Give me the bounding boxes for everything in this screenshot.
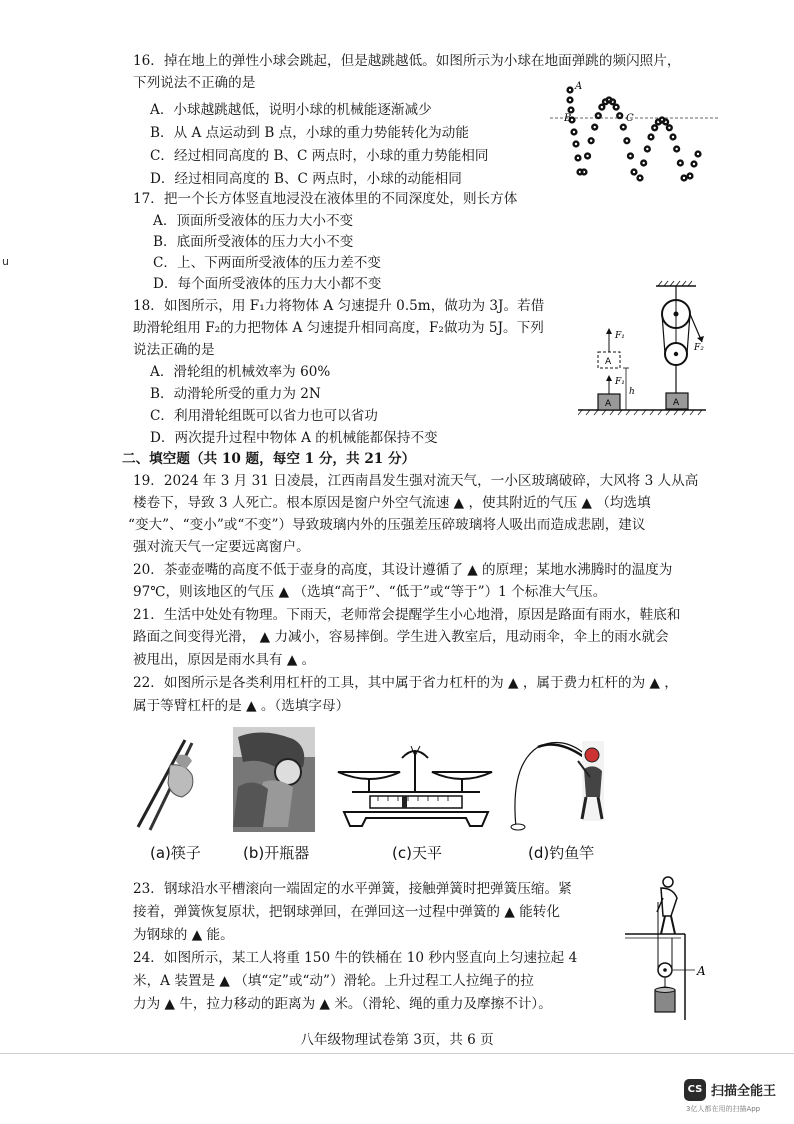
caption-chopsticks: (a)筷子 (150, 844, 201, 862)
ball-position-dot (574, 142, 579, 147)
label-f1-bottom: F₁ (615, 377, 625, 387)
fig-label-a: A (575, 81, 583, 92)
ball-position-dot (624, 138, 629, 143)
q16-option-b: B．从 A 点运动到 B 点，小球的重力势能转化为动能 (150, 125, 469, 141)
ball-position-dot (649, 135, 654, 140)
ball-position-dot (678, 161, 683, 166)
ball-position-dot (692, 162, 697, 167)
ball-position-dot (682, 176, 687, 181)
q17-option-b: B．底面所受液体的压力大小不变 (153, 234, 354, 250)
ball-position-dot (572, 130, 577, 135)
q24-line-2: 米，A 装置是 ▲ （填“定”或“动”）滑轮。上升过程工人拉绳子的拉 (133, 973, 534, 989)
ball-position-dot (667, 125, 672, 130)
section-heading-fill-in: 二、填空题（共 10 题，每空 1 分，共 21 分） (122, 451, 416, 467)
ball-position-dot (628, 154, 633, 159)
ball-position-dot (582, 170, 587, 175)
ball-position-dot (585, 154, 590, 159)
bottle-opener-photo (233, 727, 315, 832)
ball-position-dot (576, 156, 581, 161)
ball-position-dot (596, 113, 601, 118)
page-footer: 八年级物理试卷第 3页，共 6 页 (300, 1032, 494, 1048)
q19-line-1: 19．2024 年 3 月 31 日凌晨，江西南昌发生强对流天气，一小区玻璃破碎，大风将 3 人从高 (133, 473, 699, 489)
q16-stem-line-2: 下列说法不正确的是 (133, 75, 256, 91)
q18-option-a: A．滑轮组的机械效率为 60% (150, 364, 331, 380)
ball-position-dot (652, 125, 657, 130)
balance-scale-figure (332, 738, 497, 836)
q21-line-3: 被甩出，原因是雨水具有 ▲ 。 (133, 652, 316, 668)
label-a-pulley: A (673, 398, 680, 408)
q22-line-2: 属于等臂杠杆的是 ▲ 。（选填字母） (133, 698, 350, 714)
ball-position-dot (674, 147, 679, 152)
fishing-rod-figure (508, 735, 608, 835)
caption-bottle-opener: (b)开瓶器 (243, 844, 310, 862)
q18-option-b: B．动滑轮所受的重力为 2N (150, 386, 321, 402)
ball-position-dot (696, 152, 701, 157)
q21-line-1: 21．生活中处处有物理。下雨天，老师常会提醒学生小心地滑，原因是路面有雨水，鞋底和 (133, 607, 681, 623)
q21-line-2: 路面之间变得光滑， ▲ 力减小，容易摔倒。学生进入教室后，甩动雨伞，伞上的雨水就会 (133, 629, 669, 645)
label-pulley-a: A (697, 964, 706, 978)
ball-position-dot (599, 105, 604, 110)
pulley-lift-figure (578, 280, 708, 425)
caption-fishing-rod: (d)钓鱼竿 (528, 844, 595, 862)
q17-option-c: C．上、下两面所受液体的压力差不变 (153, 255, 381, 271)
q23-line-3: 为钢球的 ▲ 能。 (133, 927, 234, 943)
q22-line-1: 22．如图所示是各类利用杠杆的工具，其中属于省力杠杆的为 ▲ ，属于费力杠杆的为 ▲ ， (133, 675, 678, 691)
q20-line-2: 97℃，则该地区的气压 ▲ （选填“高于”、“低于”或“等于”）1 个标准大气压。 (133, 584, 607, 600)
q23-line-2: 接着，弹簧恢复原状，把钢球弹回，在弹回这一过程中弹簧的 ▲ 能转化 (133, 904, 560, 920)
q19-line-2: 楼卷下，导致 3 人死亡。根本原因是窗户外空气流速 ▲ ，使其附近的气压 ▲ （均选填 (133, 495, 651, 511)
label-f1-top: F₁ (615, 331, 625, 341)
ball-position-dot (568, 88, 573, 93)
ball-position-dot (641, 161, 646, 166)
caption-balance: (c)天平 (392, 844, 442, 862)
watermark-tagline: 3亿人都在用的扫描App (686, 1105, 761, 1113)
q18-stem-line-2: 助滑轮组用 F₂的力把物体 A 匀速提升相同高度，F₂做功为 5J。下列 (133, 320, 544, 336)
q20-line-1: 20．茶壶壶嘴的高度不低于壶身的高度，其设计遵循了 ▲ 的原理；某地水沸腾时的温度为 (133, 562, 673, 578)
q17-option-d: D．每个面所受液体的压力大小都不变 (153, 276, 382, 292)
ball-position-dot (610, 99, 615, 104)
q18-option-c: C．利用滑轮组既可以省力也可以省功 (150, 408, 378, 424)
chopsticks-photo (130, 735, 215, 835)
bouncing-ball-figure (548, 80, 723, 190)
worker-pulley-figure (625, 872, 725, 1022)
q16-stem-line-1: 16．掉在地上的弹性小球会跳起，但是越跳越低。如图所示为小球在地面弹跳的频闪照片， (133, 53, 681, 69)
q16-option-d: D．经过相同高度的 B、C 两点时，小球的动能相同 (150, 171, 462, 187)
ball-position-dot (645, 147, 650, 152)
label-a-raised: A (605, 357, 612, 367)
q17-option-a: A．顶面所受液体的压力大小不变 (153, 213, 354, 229)
ball-position-dot (632, 170, 637, 175)
label-h: h (629, 387, 635, 397)
binding-edge-mark: u (2, 255, 9, 268)
label-a-ground: A (605, 399, 612, 409)
q18-stem-line-3: 说法正确的是 (133, 342, 215, 358)
label-f2: F₂ (694, 343, 704, 353)
ball-position-dot (592, 125, 597, 130)
ball-position-dot (569, 108, 574, 113)
q19-line-3: “变大”、“变小”或“不变”）导致玻璃内外的压强差压碎玻璃将人吸出而造成悲剧，建议 (128, 517, 646, 533)
ball-position-dot (614, 105, 619, 110)
ball-position-dot (671, 135, 676, 140)
watermark-app-name: 扫描全能王 (711, 1084, 777, 1099)
ball-position-dot (663, 120, 668, 125)
fig-label-c: C (626, 113, 634, 124)
q16-option-a: A．小球越跳越低，说明小球的机械能逐渐减少 (150, 102, 432, 118)
q16-option-c: C．经过相同高度的 B、C 两点时，小球的重力势能相同 (150, 148, 489, 164)
ball-position-dot (621, 125, 626, 130)
ball-position-dot (568, 98, 573, 103)
ball-position-dot (589, 138, 594, 143)
q24-line-1: 24．如图所示，某工人将重 150 牛的铁桶在 10 秒内竖直向上匀速拉起 4 (133, 950, 578, 966)
scan-border-line (0, 1053, 794, 1054)
q19-line-4: 强对流天气一定要远离窗户。 (133, 539, 310, 555)
q17-stem: 17．把一个长方体竖直地浸没在液体里的不同深度处，则长方体 (133, 191, 518, 207)
q18-stem-line-1: 18．如图所示，用 F₁力将物体 A 匀速提升 0.5m，做功为 3J。若借 (133, 298, 545, 314)
ball-position-dot (638, 176, 643, 181)
fig-label-b: B (564, 113, 572, 124)
ball-position-dot (617, 113, 622, 118)
q24-line-3: 力为 ▲ 牛，拉力移动的距离为 ▲ 米。（滑轮、绳的重力及摩擦不计）。 (133, 996, 552, 1012)
q18-option-d: D．两次提升过程中物体 A 的机械能都保持不变 (150, 430, 438, 446)
q23-line-1: 23．钢球沿水平槽滚向一端固定的水平弹簧，接触弹簧时把弹簧压缩。紧 (133, 881, 572, 897)
ball-position-dot (688, 174, 693, 179)
camscanner-logo-icon: CS (684, 1079, 706, 1101)
